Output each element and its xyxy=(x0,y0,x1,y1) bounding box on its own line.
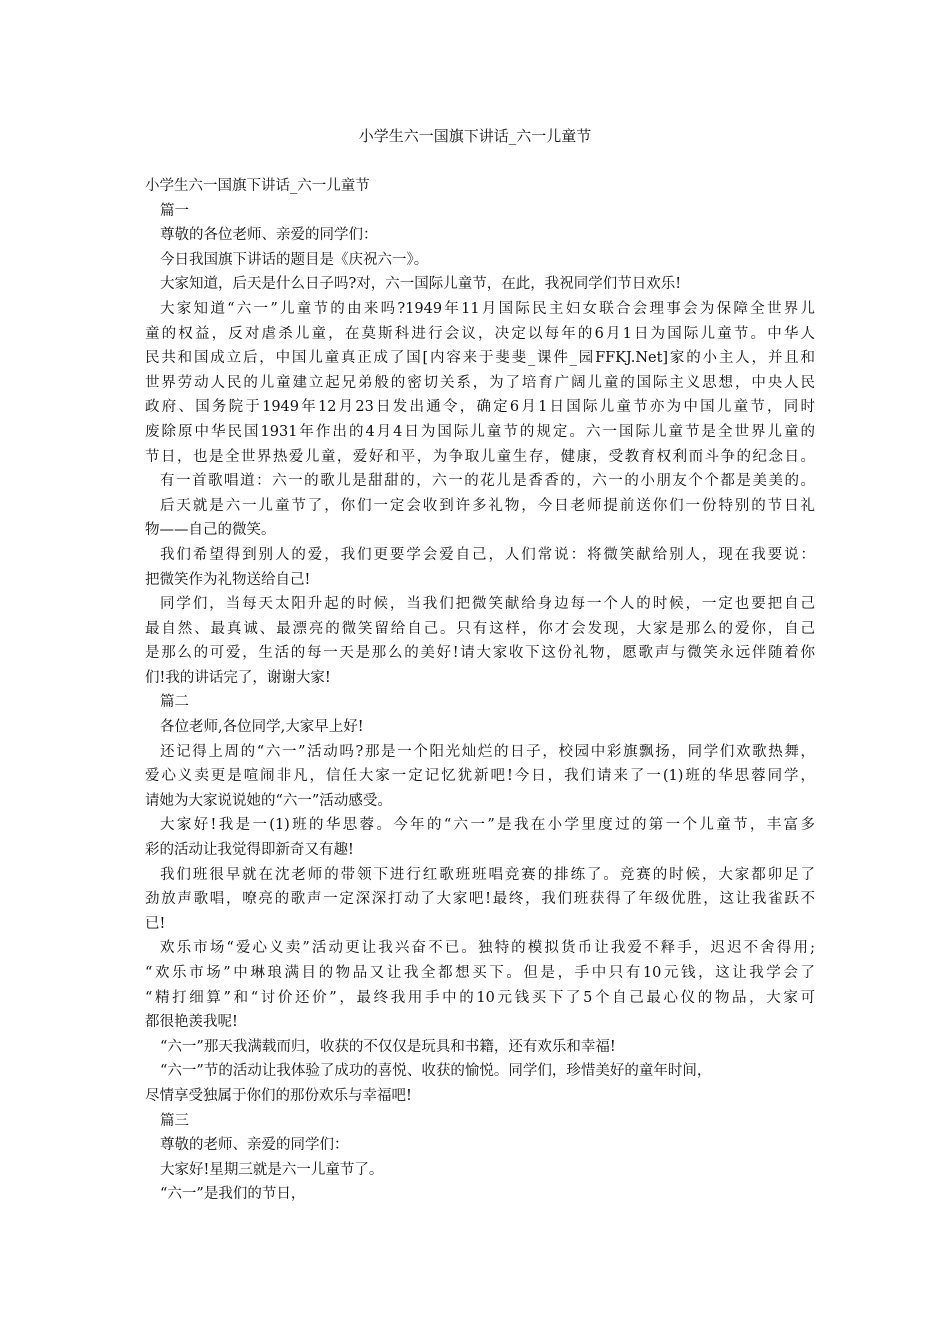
document-title: 小学生六一国旗下讲话_六一儿童节 xyxy=(358,127,592,145)
text-line: “欢乐市场”中琳琅满目的物品又让我全都想买下。但是，手中只有10元钱，这让我学会了 xyxy=(145,965,815,981)
text-line: 爱心义卖更是喧闹非凡，信任大家一定记忆犹新吧!今日，我们请来了一(1)班的华思蓉同学， xyxy=(145,768,815,785)
text-line: 篇三 xyxy=(160,1112,189,1129)
text-line: “六一”是我们的节日， xyxy=(160,1186,306,1203)
text-line: 废除原中华民国1931年作出的4月4日为国际儿童节的规定。六一国际儿童节是全世界儿童的 xyxy=(145,423,815,440)
text-line: 请她为大家说说她的“六一”活动感受。 xyxy=(145,792,392,809)
text-line: 把微笑作为礼物送给自己! xyxy=(145,571,311,588)
text-line: 同学们，当每天太阳升起的时候，当我们把微笑献给身边每一个人的时候，一定也要把自己 xyxy=(160,596,815,613)
text-line: 大家好!星期三就是六一儿童节了。 xyxy=(160,1161,384,1178)
text-line: 已! xyxy=(145,915,166,932)
text-line: “精打细算”和“讨价还价”，最终我用手中的10元钱买下了5个自己最心仪的物品，大家可 xyxy=(145,989,815,1006)
text-line: 后天就是六一儿童节了，你们一定会收到许多礼物，今日老师提前送你们一份特别的节日礼 xyxy=(160,497,815,514)
text-line: 尊敬的老师、亲爱的同学们： xyxy=(160,1137,349,1154)
text-line: 大家知道，后天是什么日子吗?对，六一国际儿童节，在此，我祝同学们节日欢乐! xyxy=(160,276,682,293)
text-line: 我们希望得到别人的爱，我们更要学会爱自己，人们常说：将微笑献给别人，现在我要说： xyxy=(160,546,815,563)
text-line: 尽情享受独属于你们的那份欢乐与幸福吧! xyxy=(145,1087,412,1104)
text-line: 政府、国务院于1949年12月23日发出通令，确定6月1日国际儿童节亦为中国儿童节，同时 xyxy=(145,399,815,416)
text-line: 我们班很早就在沈老师的带领下进行红歌班班唱竞赛的排练了。竞赛的时候，大家都卯足了 xyxy=(160,866,815,883)
text-line: 小学生六一国旗下讲话_六一儿童节 xyxy=(145,178,370,194)
text-line: 童的权益，反对虐杀儿童，在莫斯科进行会议，决定以每年的6月1日为国际儿童节。中华人 xyxy=(145,325,815,342)
text-line: 劲放声歌唱，嘹亮的歌声一定深深打动了大家吧!最终，我们班获得了年级优胜，这让我雀跃不 xyxy=(145,891,815,908)
text-line: 还记得上周的“六一”活动吗?那是一个阳光灿烂的日子，校园中彩旗飘扬，同学们欢歌热舞， xyxy=(160,743,815,760)
document-body xyxy=(145,174,815,1207)
text-line: 们!我的讲话完了，谢谢大家! xyxy=(145,669,331,686)
text-line: 民共和国成立后，中国儿童真正成了国[内容来于斐斐_课件_园FFKJ.Net]家的小主人，并且和 xyxy=(145,350,815,367)
text-line: 节日，也是全世界热爱儿童，爱好和平，为争取儿童生存，健康，受教育权利而斗争的纪念日。 xyxy=(145,448,815,465)
text-line: 有一首歌唱道：六一的歌儿是甜甜的，六一的花儿是香香的，六一的小朋友个个都是美美的。 xyxy=(160,473,815,490)
text-line: 大家知道“六一”儿童节的由来吗?1949年11月国际民主妇女联合会理事会为保障全世界儿 xyxy=(160,300,815,317)
text-line: 都很艳羡我呢! xyxy=(145,1014,238,1031)
text-line: “六一”节的活动让我体验了成功的喜悦、收获的愉悦。同学们，珍惜美好的童年时间， xyxy=(160,1063,712,1080)
text-line: 篇二 xyxy=(160,694,189,711)
text-line: 今日我国旗下讲话的题目是《庆祝六一》。 xyxy=(160,251,429,268)
text-line: 篇一 xyxy=(160,202,189,219)
text-line: 大家好!我是一(1)班的华思蓉。今年的“六一”是我在小学里度过的第一个儿童节，丰富多 xyxy=(160,817,815,834)
text-line: 是那么的可爱，生活的每一天是那么的美好!请大家收下这份礼物，愿歌声与微笑永远伴随着你 xyxy=(145,645,815,662)
text-line: 欢乐市场“爱心义卖”活动更让我兴奋不已。独特的模拟货币让我爱不释手，迟迟不舍得用; xyxy=(160,940,815,957)
text-line: “六一”那天我满载而归，收获的不仅仅是玩具和书籍，还有欢乐和幸福! xyxy=(160,1038,616,1055)
text-line: 彩的活动让我觉得即新奇又有趣! xyxy=(145,842,354,859)
text-line: 物——自己的微笑。 xyxy=(145,522,276,539)
text-line: 尊敬的各位老师、亲爱的同学们： xyxy=(160,227,378,244)
text-line: 最自然、最真诚、最漂亮的微笑留给自己。只有这样，你才会发现，大家是那么的爱你，自己 xyxy=(145,620,815,637)
text-line: 世界劳动人民的儿童建立起兄弟般的密切关系，为了培育广阔儿童的国际主义思想，中央人民 xyxy=(145,374,815,391)
text-line: 各位老师,各位同学,大家早上好! xyxy=(160,719,364,736)
